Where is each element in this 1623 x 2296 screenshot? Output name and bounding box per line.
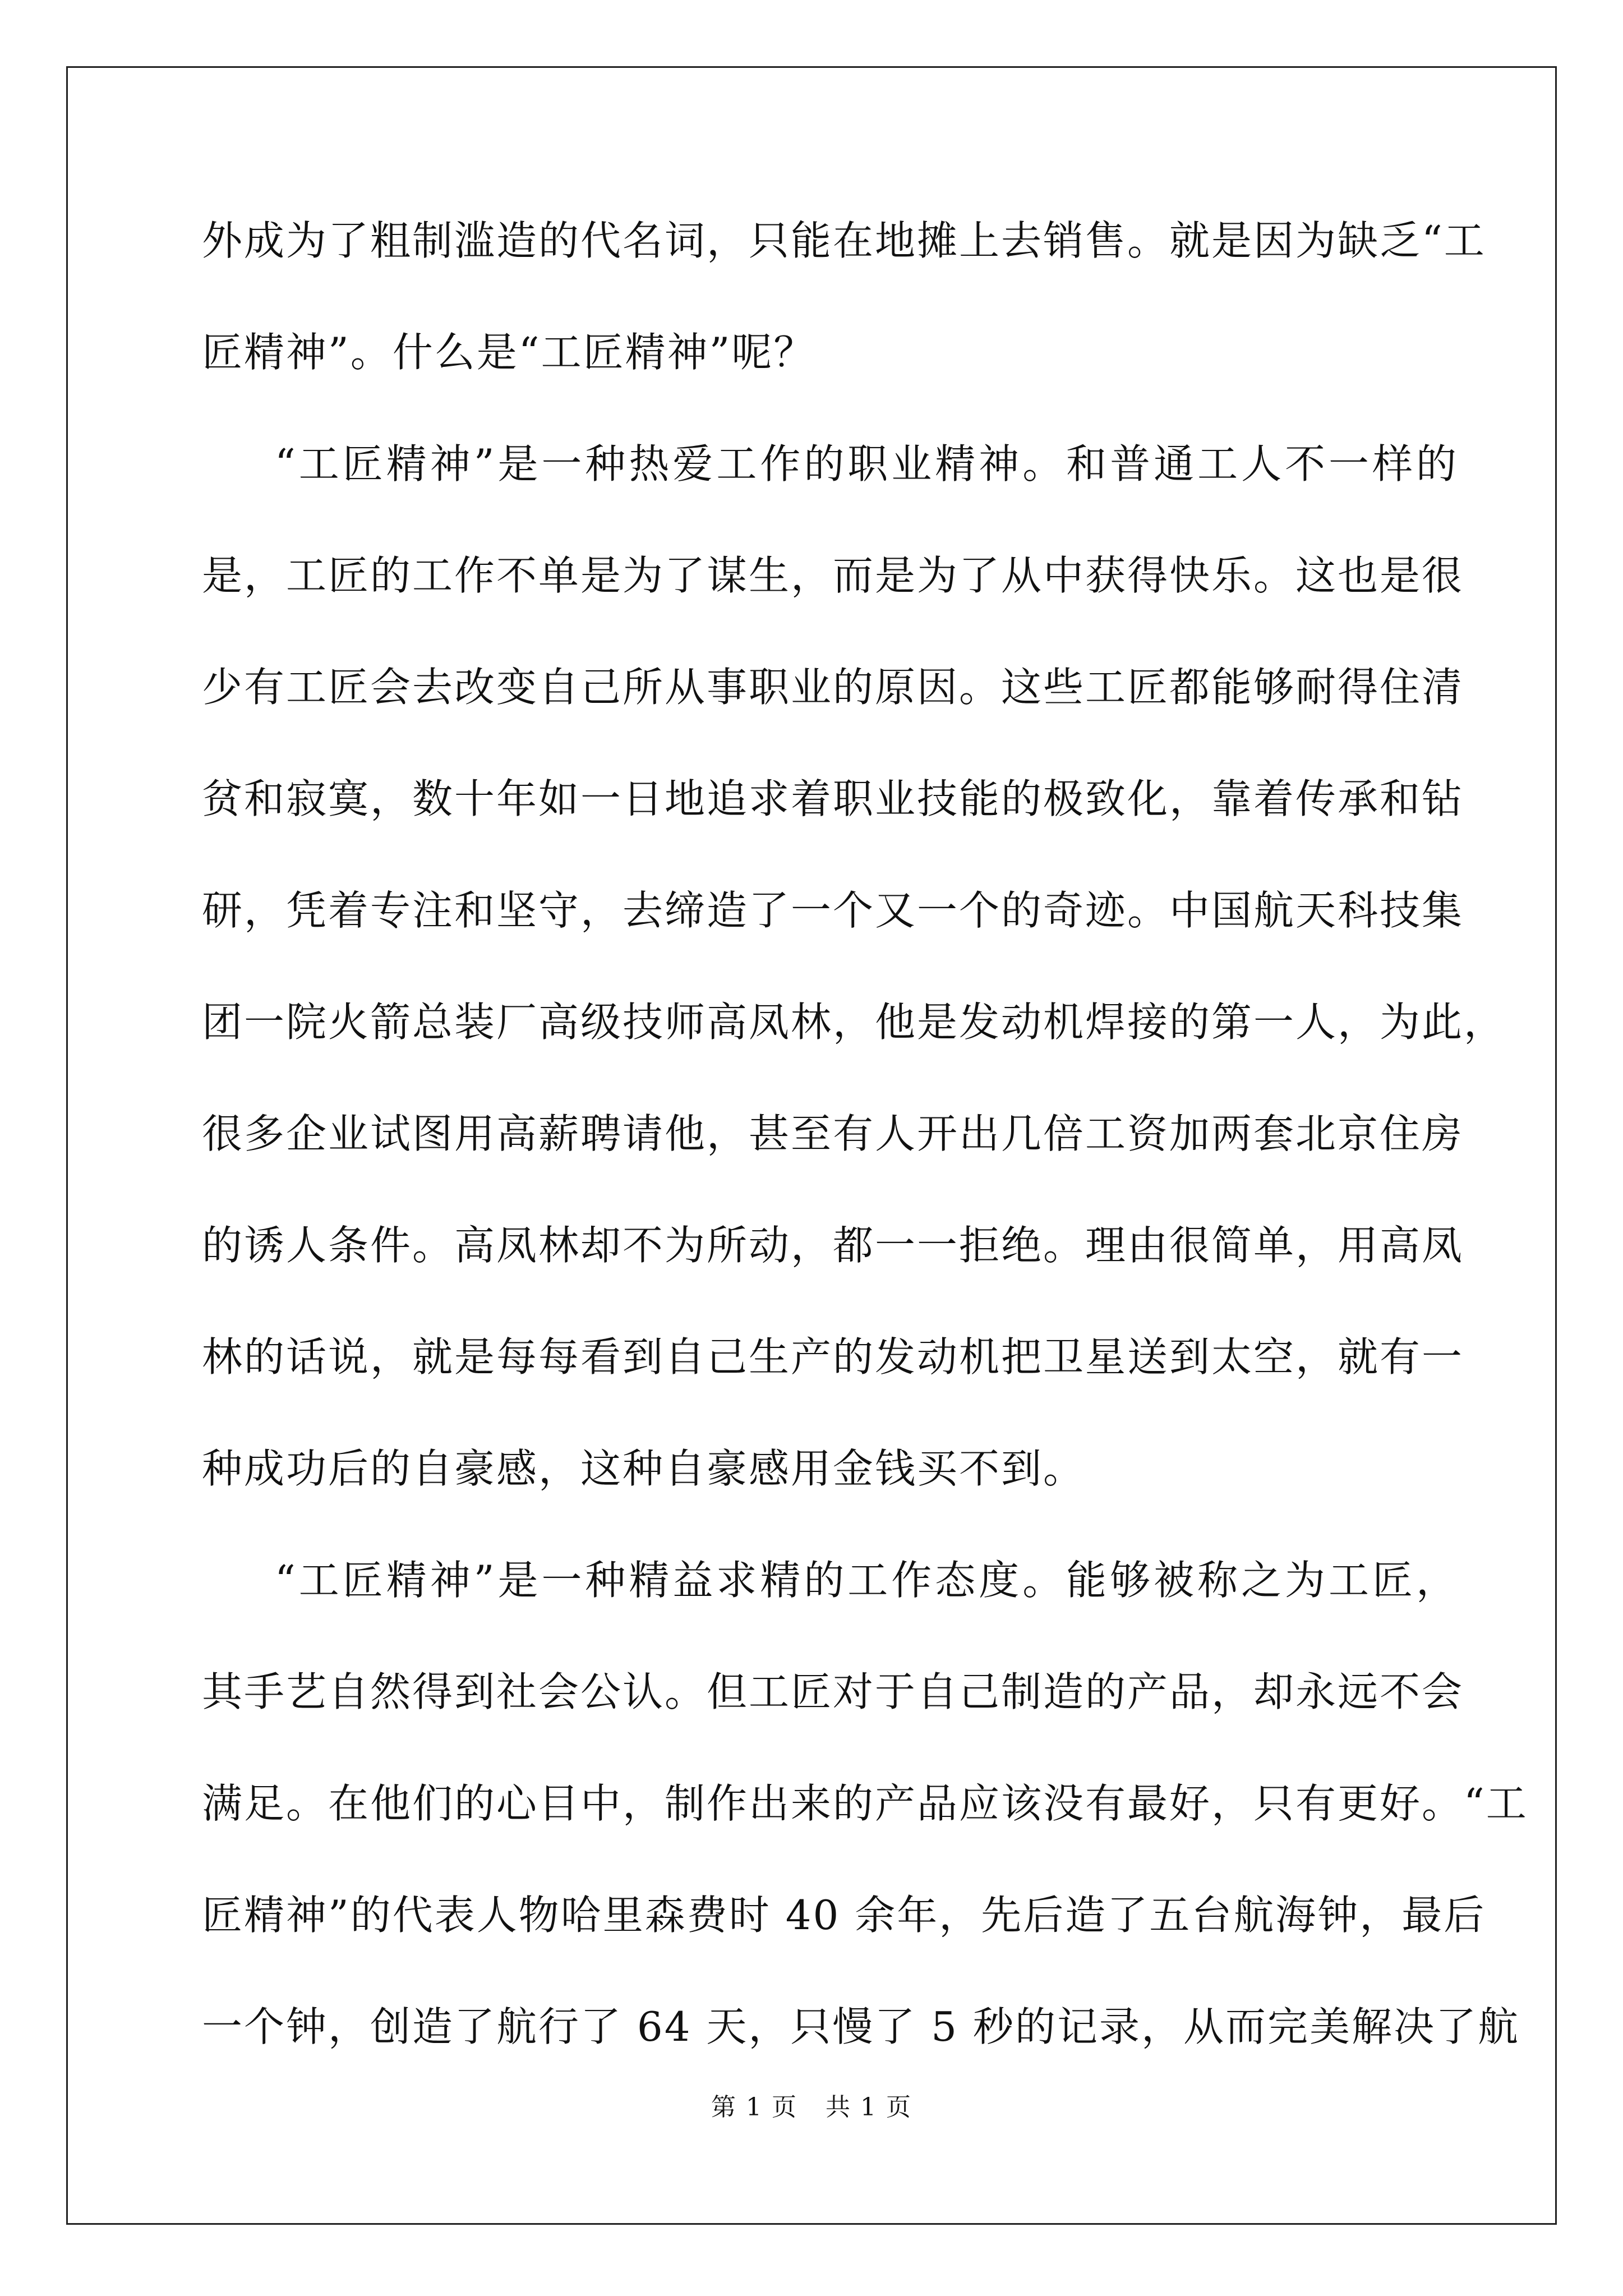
- page-number: 第 1 页: [711, 2093, 797, 2122]
- text-line: 的诱人条件。高凤林却不为所动，都一一拒绝。理由很简单，用高凤: [202, 1222, 1464, 1269]
- page-footer: [0, 2087, 1623, 2123]
- text-line: 匠精神”。什么是“工匠精神”呢？: [202, 329, 816, 376]
- document-body: [202, 185, 1528, 2083]
- text-line: 林的话说，就是每每看到自己生产的发动机把卫星送到太空，就有一: [202, 1333, 1464, 1381]
- text-line: 满足。在他们的心目中，制作出来的产品应该没有最好，只有更好。“工: [202, 1780, 1528, 1827]
- text-line: 研，凭着专注和坚守，去缔造了一个又一个的奇迹。中国航天科技集: [202, 887, 1464, 934]
- text-line: “工匠精神”是一种精益求精的工作态度。能够被称之为工匠，: [275, 1557, 1458, 1604]
- text-line: 团一院火箭总装厂高级技师高凤林，他是发动机焊接的第一人，为此，: [202, 999, 1506, 1046]
- text-line: “工匠精神”是一种热爱工作的职业精神。和普通工人不一样的: [275, 440, 1458, 487]
- text-line: 是，工匠的工作不单是为了谋生，而是为了从中获得快乐。这也是很: [202, 552, 1464, 599]
- text-line: 少有工匠会去改变自己所从事职业的原因。这些工匠都能够耐得住清: [202, 664, 1464, 711]
- text-line: 种成功后的自豪感，这种自豪感用金钱买不到。: [202, 1445, 1086, 1492]
- text-line: 一个钟，创造了航行了 64 天，只慢了 5 秒的记录，从而完美解决了航: [202, 2003, 1520, 2050]
- text-line: 贫和寂寞，数十年如一日地追求着职业技能的极致化，靠着传承和钻: [202, 775, 1464, 822]
- page-total: 共 1 页: [826, 2093, 912, 2122]
- text-line: 其手艺自然得到社会公认。但工匠对于自己制造的产品，却永远不会: [202, 1668, 1464, 1715]
- text-line: 外成为了粗制滥造的代名词，只能在地摊上去销售。就是因为缺乏“工: [202, 217, 1486, 264]
- text-line: 很多企业试图用高薪聘请他，甚至有人开出几倍工资加两套北京住房: [202, 1110, 1464, 1157]
- text-line: 匠精神”的代表人物哈里森费时 40 余年，先后造了五台航海钟，最后: [202, 1892, 1486, 1939]
